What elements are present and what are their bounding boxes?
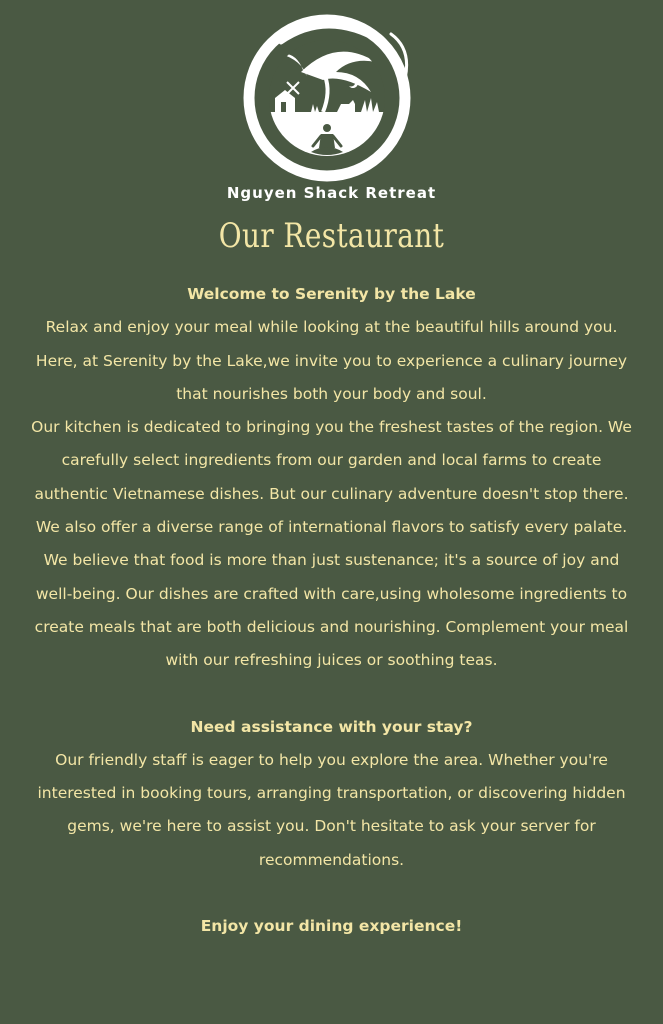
assistance-heading: Need assistance with your stay?	[190, 717, 473, 736]
assistance-paragraph: Our friendly staff is eager to help you explore the area. Whether you're interested in booking tours, arranging transportation, or discovering hidden gems, we're here to assist you. Don't hesitate to ask your server for recommendations.	[37, 750, 626, 869]
retreat-logo-icon	[241, 12, 414, 182]
closing-text: Enjoy your dining experience!	[200, 917, 463, 936]
restaurant-description	[30, 278, 633, 943]
welcome-heading: Welcome to Serenity by the Lake	[187, 285, 476, 303]
brand-name: Nguyen Shack Retreat	[226, 184, 437, 202]
section-spacer	[30, 678, 633, 711]
welcome-paragraph-2: Our kitchen is dedicated to bringing you the freshest tastes of the region. We carefully select ingredients from our garden and local farms to create authentic Vietnamese dishes. But our culinary adventure doesn't stop there. We also offer a diverse range of international flavors to satisfy every palate.	[31, 418, 632, 537]
welcome-paragraph-3: We believe that food is more than just sustenance; it's a source of joy and well-being. Our dishes are crafted with care,using wholesome ingredients to create meals that are both delicious and nourishing. Complement your meal with our refreshing juices or soothing teas.	[34, 551, 629, 670]
page-title: Our Restaurant	[218, 216, 445, 256]
section-spacer	[30, 877, 633, 910]
welcome-paragraph-1: Relax and enjoy your meal while looking at the beautiful hills around you. Here, at Serenity by the Lake,we invite you to experience a culinary journey that nourishes both your body and soul.	[35, 318, 628, 403]
